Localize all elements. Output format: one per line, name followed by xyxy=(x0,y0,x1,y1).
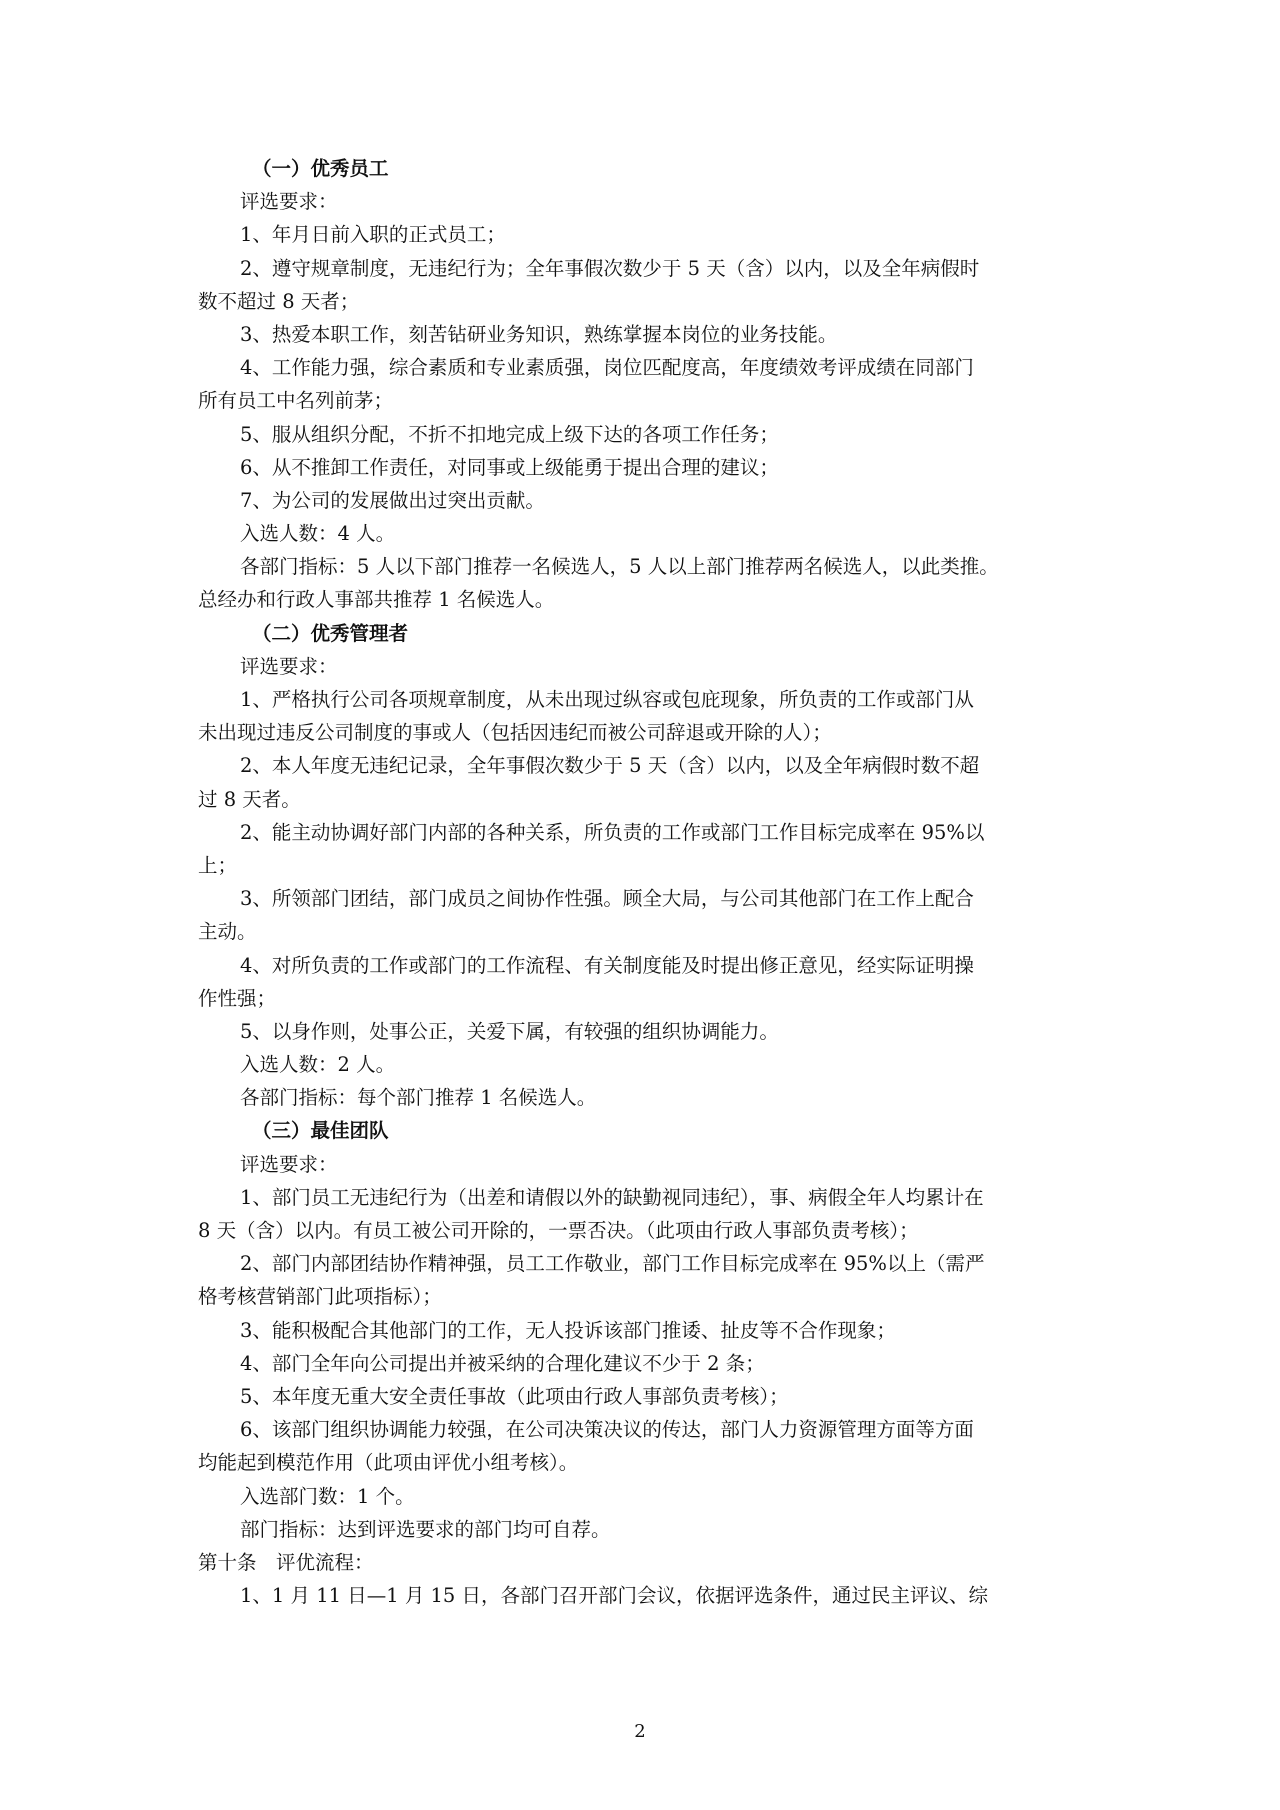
paragraph-line: 7、为公司的发展做出过突出贡献。 xyxy=(240,488,545,512)
paragraph-line: 均能起到模范作用（此项由评优小组考核）。 xyxy=(198,1451,579,1475)
paragraph-line: 评选要求： xyxy=(240,654,338,678)
paragraph-line: 数不超过 8 天者； xyxy=(198,289,360,313)
paragraph-line: 入选人数：2 人。 xyxy=(240,1053,396,1077)
section-heading-excellent-manager: （二）优秀管理者 xyxy=(252,621,409,645)
paragraph-line: 格考核营销部门此项指标）； xyxy=(198,1285,442,1309)
paragraph-line: 过 8 天者。 xyxy=(198,787,301,811)
paragraph-line: 5、服从组织分配，不折不扣地完成上级下达的各项工作任务； xyxy=(240,422,779,446)
paragraph-line: 3、能积极配合其他部门的工作，无人投诉该部门推诿、扯皮等不合作现象； xyxy=(240,1318,896,1342)
paragraph-line: 2、能主动协调好部门内部的各种关系，所负责的工作或部门工作目标完成率在 95%以 xyxy=(240,820,985,844)
paragraph-line: 入选人数：4 人。 xyxy=(240,522,396,546)
paragraph-line: 各部门指标：每个部门推荐 1 名候选人。 xyxy=(240,1086,597,1110)
paragraph-line: 未出现过违反公司制度的事或人（包括因违纪而被公司辞退或开除的人）； xyxy=(198,721,832,745)
paragraph-line: 各部门指标：5 人以下部门推荐一名候选人，5 人以上部门推荐两名候选人，以此类推。 xyxy=(240,555,999,579)
paragraph-line: 1、年月日前入职的正式员工； xyxy=(240,223,506,247)
paragraph-line: 2、本人年度无违纪记录，全年事假次数少于 5 天（含）以内，以及全年病假时数不超 xyxy=(240,754,980,778)
paragraph-line: 评选要求： xyxy=(240,1152,338,1176)
paragraph-line: 6、从不推卸工作责任，对同事或上级能勇于提出合理的建议； xyxy=(240,455,779,479)
paragraph-line: 4、对所负责的工作或部门的工作流程、有关制度能及时提出修正意见，经实际证明操 xyxy=(240,953,974,977)
paragraph-line: 6、该部门组织协调能力较强，在公司决策决议的传达，部门人力资源管理方面等方面 xyxy=(240,1418,974,1442)
page-number: 2 xyxy=(634,1721,646,1742)
paragraph-line: 部门指标：达到评选要求的部门均可自荐。 xyxy=(240,1517,611,1541)
paragraph-line: 1、1 月 11 日—1 月 15 日，各部门召开部门会议，依据评选条件，通过民主评议、综 xyxy=(240,1584,989,1608)
paragraph-line: 1、部门员工无违纪行为（出差和请假以外的缺勤视同违纪），事、病假全年人均累计在 xyxy=(240,1185,984,1209)
article-heading-evaluation-process: 第十条 评优流程： xyxy=(198,1550,374,1574)
paragraph-line: 入选部门数：1 个。 xyxy=(240,1484,415,1508)
paragraph-line: 主动。 xyxy=(198,920,257,944)
paragraph-line: 5、本年度无重大安全责任事故（此项由行政人事部负责考核）； xyxy=(240,1384,789,1408)
section-heading-best-team: （三）最佳团队 xyxy=(252,1119,389,1143)
paragraph-line: 评选要求： xyxy=(240,190,338,214)
paragraph-line: 总经办和行政人事部共推荐 1 名候选人。 xyxy=(198,588,555,612)
paragraph-line: 作性强； xyxy=(198,986,277,1010)
paragraph-line: 3、所领部门团结，部门成员之间协作性强。顾全大局，与公司其他部门在工作上配合 xyxy=(240,887,974,911)
paragraph-line: 4、工作能力强，综合素质和专业素质强，岗位匹配度高，年度绩效考评成绩在同部门 xyxy=(240,356,974,380)
paragraph-line: 8 天（含）以内。有员工被公司开除的，一票否决。（此项由行政人事部负责考核）； xyxy=(198,1219,919,1242)
paragraph-line: 2、遵守规章制度，无违纪行为；全年事假次数少于 5 天（含）以内，以及全年病假时 xyxy=(240,256,980,280)
paragraph-line: 5、以身作则，处事公正，关爱下属，有较强的组织协调能力。 xyxy=(240,1019,779,1043)
paragraph-line: 所有员工中名列前茅； xyxy=(198,389,394,413)
paragraph-line: 1、严格执行公司各项规章制度，从未出现过纵容或包庇现象，所负责的工作或部门从 xyxy=(240,688,974,711)
document-body xyxy=(198,152,1094,1612)
section-heading-excellent-employee: （一）优秀员工 xyxy=(252,157,389,180)
paragraph-line: 3、热爱本职工作，刻苦钻研业务知识，熟练掌握本岗位的业务技能。 xyxy=(240,322,838,346)
paragraph-line: 上； xyxy=(198,853,238,877)
paragraph-line: 2、部门内部团结协作精神强，员工工作敬业，部门工作目标完成率在 95%以上（需严 xyxy=(240,1252,985,1276)
paragraph-line: 4、部门全年向公司提出并被采纳的合理化建议不少于 2 条； xyxy=(240,1351,765,1375)
